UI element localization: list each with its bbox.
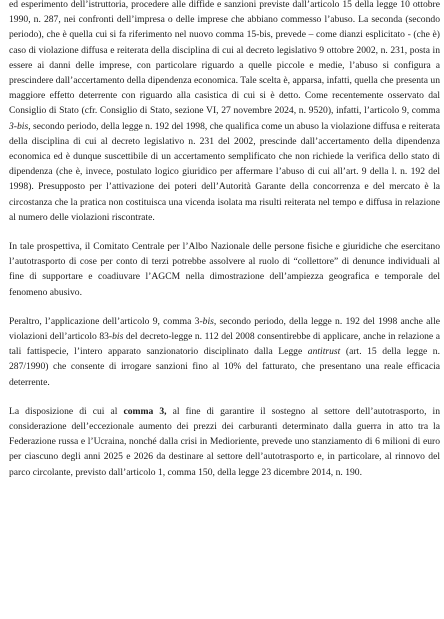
text-segment: In tale prospettiva, il Comitato Centrale per l’Albo Nazionale delle persone fisiche e giuridiche che esercitano l’autotrasporto di cose per conto di terzi potrebbe assolvere al ruolo di “collettore” di denunce individuali al fine di supportare e coadiuvare l’AGCM nella dimostrazione dell’ampiezza geografica e temporale del fenomeno abusivo. (9, 241, 440, 298)
paragraph-applicazione-articolo-9 (9, 314, 440, 390)
paragraph-istruttoria (9, 0, 440, 225)
paragraph-gap (9, 300, 440, 314)
paragraph-gap (9, 225, 440, 239)
paragraph-comitato-centrale (9, 239, 440, 300)
text-segment: Peraltro, l’applicazione dell’articolo 9, comma 3- (9, 315, 203, 327)
text-segment-italic: 3-bis (9, 120, 29, 132)
text-segment: al fine di garantire il sostegno al settore dell’autotrasporto, in considerazione dell’eccezionale aumento dei prezzi dei carburanti determinato dalla guerra in atto tra la Federazione russa e l’Ucraina, nonché dalla crisi in Medioriente, prevede uno stanziamento di 6 milioni di euro per ciascuno degli anni 2025 e 2026 da destinare al settore dell’autotrasporto e, in particolare, al rinnovo del parco circolante, previsto dall’articolo 1, comma 150, della legge 23 dicembre 2014, n. 190. (9, 405, 441, 478)
text-segment: , secondo periodo, della legge n. 192 del 1998 anche alle violazioni dell’articolo 83- (9, 315, 441, 343)
text-segment: ed esperimento dell’istruttoria, procedere alle diffide e sanzioni previste dall’articolo 15 della legge 10 ottobre 1990, n. 287, nei confronti dell’impresa o delle imprese che abbiano commesso l’abuso. La seconda (secondo periodo), che è quella cui si fa riferimento nel nuovo comma 15-bis, prevede – come dianzi esplicitato - (che è) caso di violazione diffusa e reiterata della disciplina di cui al decreto legislativo 9 ottobre 2002, n. 231, posta in essere ai danni delle imprese, con particolare riguardo a quelle piccole e medie, l’abuso si configura a prescindere dall’accertamento della dipendenza economica. Tale scelta è, apparsa, infatti, quella che presenta un maggiore effetto deterrente con riguardo alla casistica di cui si è detto. Come recentemente osservato dal Consiglio di Stato (cfr. Consiglio di Stato, sezione VI, 27 novembre 2024, n. 9520), infatti, l’articolo 9, comma (9, 0, 440, 117)
paragraph-gap (9, 390, 440, 404)
text-segment: , secondo periodo, della legge n. 192 del 1998, che qualifica come un abuso la violazione diffusa e reiterata della disciplina di cui al decreto legislativo n. 231 del 2002, prescinde dall’accertamento della dipendenza economica ed è dunque suscettibile di un accertamento semplificato che non richiede la verifica dello stato di dipendenza (che è, invece, postulato logico giuridico per affermare l’abuso di cui all’art. 9 della l. n. 192 del 1998). Presupposto per l’attivazione dei poteri dell’Autorità Garante della concorrenza e del mercato è la circostanza che la pratica non costituisca una vicenda isolata ma risulti reiterata nel tempo e diffusa in relazione al numero delle violazioni riscontrate. (9, 120, 440, 223)
text-segment-italic: bis (112, 331, 124, 343)
text-segment-bold: comma 3, (123, 405, 167, 417)
text-segment-italic: bis (202, 315, 214, 327)
text-segment-italic: antitrust (307, 346, 341, 358)
text-segment: (art. 15 della legge n. 287/1990) che consente di irrogare sanzioni fino al 10% del fatturato, che presentano una reale efficacia deterrente. (9, 346, 440, 388)
text-segment: La disposizione di cui al (9, 405, 124, 417)
paragraph-comma-3 (9, 404, 440, 480)
text-segment: del decreto-legge n. 112 del 2008 consentirebbe di applicare, anche in relazione a tali fattispecie, l’intero apparato sanzionatorio disciplinato dalla Legge (9, 331, 440, 358)
